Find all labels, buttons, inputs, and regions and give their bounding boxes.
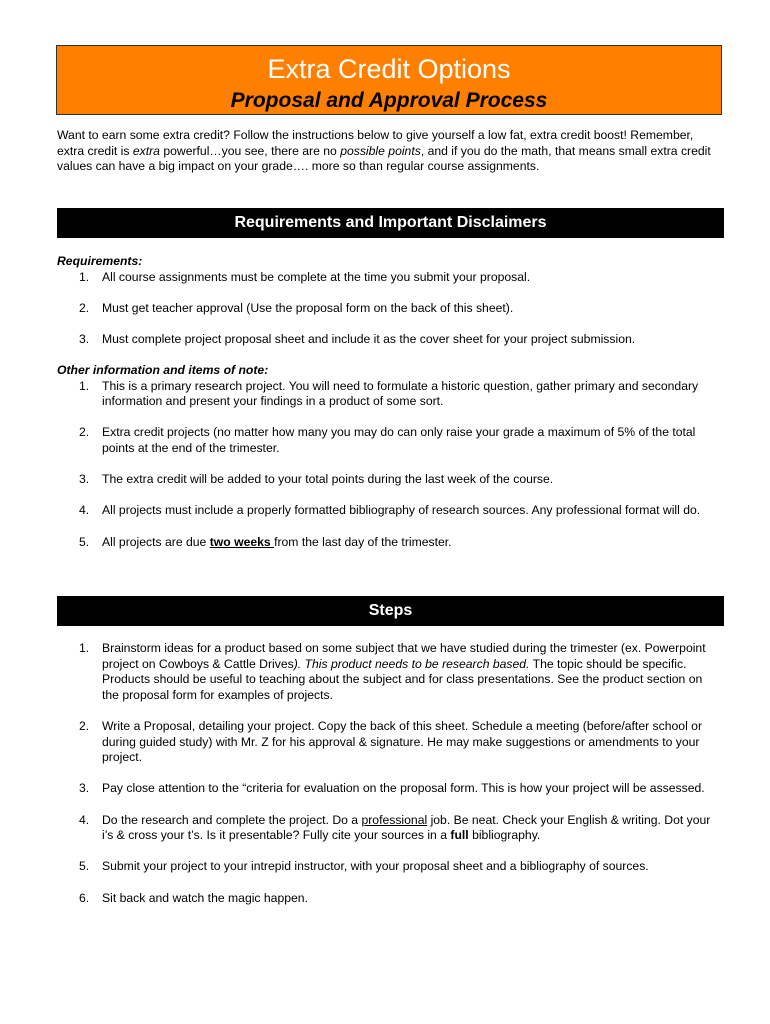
intro-paragraph [57, 128, 717, 175]
due-emphasis: two weeks [209, 534, 275, 549]
list-item: 2. Must get teacher approval (Use the proposal form on the back of this sheet). [79, 300, 514, 315]
intro-text-2: powerful…you see, there are no [159, 143, 341, 158]
intro-emphasis-1: extra [132, 143, 160, 158]
list-item: 4. Do the research and complete the project. Do a professional job. Be neat. Check your English & writing. Dot your i’s & cross your t’s. Is it presentable? Fully cite your sources in a full bibliography. [79, 812, 711, 843]
list-item: 3. Must complete project proposal sheet and include it as the cover sheet for your project submission. [79, 331, 636, 346]
list-item: 1. Brainstorm ideas for a product based on some subject that we have studied during the trimester (ex. Powerpoint project on Cowboys & Cattle Drives). This product needs to be research based. The topic should be specific. Products should be useful to teaching about the subject and for class presentations. See the product section on the proposal form for examples of projects. [79, 641, 706, 702]
other-info-list [57, 379, 722, 551]
title-banner [56, 45, 722, 115]
list-item: 3. The extra credit will be added to your total points during the last week of the course. [79, 472, 554, 487]
steps-list [57, 641, 722, 906]
page-title: Extra Credit Options [267, 54, 511, 84]
list-item: 5. Submit your project to your intrepid instructor, with your proposal sheet and a bibliography of sources. [79, 859, 649, 874]
other-info-heading: Other information and items of note: [57, 363, 269, 377]
list-item: 2. Write a Proposal, detailing your project. Copy the back of this sheet. Schedule a meeting (before/after school or during guided study) with Mr. Z for his approval & signature. He may make suggestions or amendments to your project. [79, 718, 702, 765]
list-item: 4. All projects must include a properly formatted bibliography of research sources. Any professional format will do. [79, 503, 701, 518]
list-item: 5. All projects are due two weeks from the last day of the trimester. [79, 534, 452, 549]
intro-emphasis-2: possible points [340, 143, 421, 158]
steps-block [57, 641, 722, 922]
list-item: 6. Sit back and watch the magic happen. [79, 890, 308, 905]
requirements-heading: Requirements: [57, 254, 143, 268]
list-item: 1. All course assignments must be complete at the time you submit your proposal. [79, 269, 531, 284]
list-item: 1. This is a primary research project. You will need to formulate a historic question, gather primary and secondary information and present your findings in a product of some sort. [79, 378, 699, 409]
list-item: 3. Pay close attention to the “criteria for evaluation on the proposal form. This is how your project will be assessed. [79, 781, 705, 796]
section-heading-steps: Steps [57, 596, 724, 626]
intro-text-1: Want to earn some extra credit? Follow the instructions below to give yourself a low fat, extra credit boost! Remember, extra credit is [57, 128, 694, 158]
requirements-block [57, 254, 722, 363]
section-heading-requirements: Requirements and Important Disclaimers [57, 208, 724, 238]
list-item: 2. Extra credit projects (no matter how many you may do can only raise your grade a maximum of 5% of the total points at the end of the trimester. [79, 425, 696, 455]
page-subtitle: Proposal and Approval Process [230, 89, 548, 112]
requirements-list [57, 270, 722, 348]
other-info-block [57, 363, 722, 566]
intro-text-3: , and if you do the math, that means small extra credit values can have a big impact on your grade…. more so than regular course assignments. [57, 143, 711, 174]
